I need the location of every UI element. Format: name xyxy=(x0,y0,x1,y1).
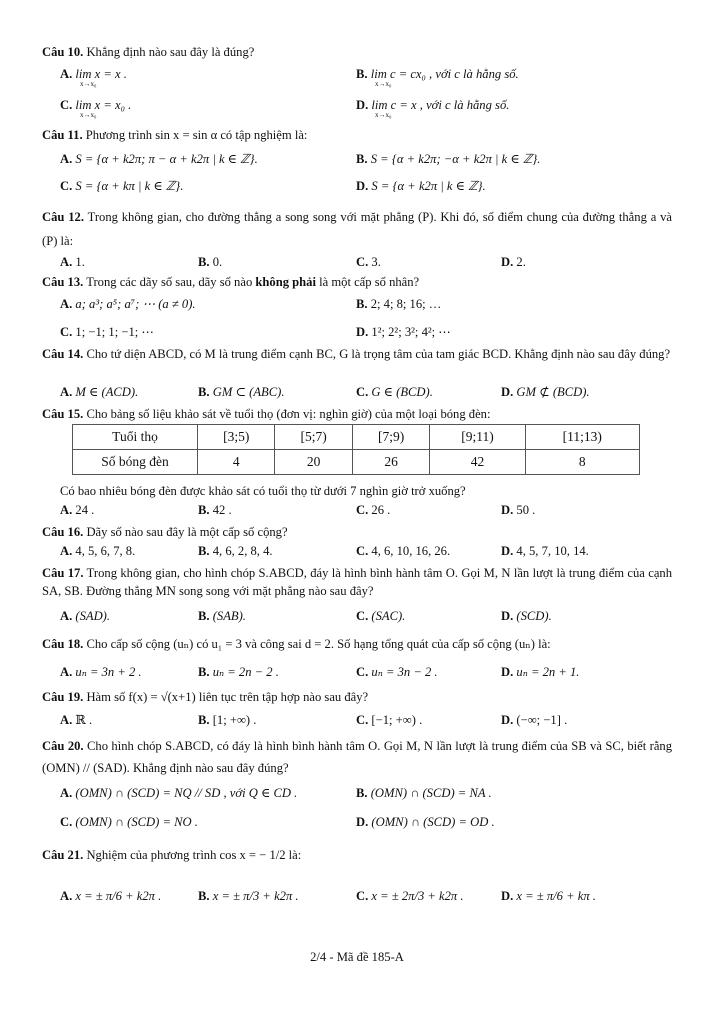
option-c: C. [−1; +∞) . xyxy=(356,713,423,727)
question-number: Câu 15. xyxy=(42,407,84,421)
question-20 xyxy=(42,735,672,779)
table-cell: 8 xyxy=(525,450,639,475)
option-a: A. (SAD). xyxy=(60,609,111,623)
question-17 xyxy=(42,564,672,600)
question-emphasis: không phải xyxy=(255,275,316,289)
option-b: B. uₙ = 2n − 2 . xyxy=(198,665,279,679)
option-c: C. 3. xyxy=(356,255,381,269)
option-c: C. (OMN) ∩ (SCD) = NO . xyxy=(60,815,198,829)
option-b: B. 4, 6, 2, 8, 4. xyxy=(198,544,273,558)
option-c: C. S = {α + kπ | k ∈ ℤ}. xyxy=(60,179,184,193)
question-text: Cho hình chóp S.ABCD, có đáy là hình bình hành tâm O. Gọi M, N lần lượt là trung điểm của SB và SC, biết rằng (OMN) // (SAD). Khẳng định nào sau đây đúng? xyxy=(42,739,673,775)
table-cell: 4 xyxy=(198,450,275,475)
option-d: D. x = ± π/6 + kπ . xyxy=(501,889,596,903)
option-b: B. x = ± π/3 + k2π . xyxy=(198,889,299,903)
option-a: A. lim x = x . xyxy=(60,67,127,81)
option-c: C. G ∈ (BCD). xyxy=(356,385,433,399)
option-d: D. 2. xyxy=(501,255,526,269)
question-text: Cho bảng số liệu khảo sát về tuổi thọ (đơn vị: nghìn giờ) của một loại bóng đèn: xyxy=(86,407,491,421)
question-text: Trong các dãy số sau, dãy số nào xyxy=(86,275,256,289)
option-b: B. 2; 4; 8; 16; … xyxy=(356,297,442,311)
page-footer: 2/4 - Mã đề 185-A xyxy=(310,950,404,964)
table-cell: [9;11) xyxy=(430,425,525,450)
question-text: Trong không gian, cho đường thẳng a song song với mặt phẳng (P). Khi đó, số điểm chung của đường thẳng a và (P) là: xyxy=(42,210,672,248)
table-header-cell: Tuổi thọ xyxy=(73,425,198,450)
question-number: Câu 12. xyxy=(42,210,84,224)
table-cell: [11;13) xyxy=(525,425,639,450)
option-a: A. ℝ . xyxy=(60,713,93,727)
table-cell: 26 xyxy=(352,450,429,475)
option-d: D. GM ⊄ (BCD). xyxy=(501,385,590,399)
question-11 xyxy=(42,127,672,143)
option-c: C. 1; −1; 1; −1; ⋯ xyxy=(60,325,154,339)
table-cell: [5;7) xyxy=(275,425,352,450)
question-19 xyxy=(42,689,672,705)
question-18 xyxy=(42,636,672,652)
question-number: Câu 10. xyxy=(42,45,84,59)
option-c: C. (SAC). xyxy=(356,609,406,623)
question-text: Cho cấp số cộng (uₙ) có u₁ = 3 và công sai d = 2. Số hạng tổng quát của cấp số cộng (uₙ) là: xyxy=(86,637,551,651)
option-b: B. lim c = cx₀ , với c là hằng số. xyxy=(356,67,519,81)
option-d: D. (OMN) ∩ (SCD) = OD . xyxy=(356,815,495,829)
table-header-cell: Số bóng đèn xyxy=(73,450,198,475)
option-b: B. [1; +∞) . xyxy=(198,713,257,727)
option-a: A. x = ± π/6 + k2π . xyxy=(60,889,162,903)
option-d: D. S = {α + k2π | k ∈ ℤ}. xyxy=(356,179,486,193)
option-c: C. 4, 6, 10, 16, 26. xyxy=(356,544,451,558)
question-15 xyxy=(42,406,672,422)
option-a: A. 4, 5, 6, 7, 8. xyxy=(60,544,136,558)
question-16 xyxy=(42,524,672,540)
option-d: D. (−∞; −1] . xyxy=(501,713,568,727)
option-a: A. uₙ = 3n + 2 . xyxy=(60,665,142,679)
question-number: Câu 19. xyxy=(42,690,84,704)
limit-subscript: x→x₀ xyxy=(80,80,97,88)
option-d: D. uₙ = 2n + 1. xyxy=(501,665,580,679)
question-number: Câu 16. xyxy=(42,525,84,539)
limit-subscript: x→x₀ xyxy=(375,111,392,119)
option-c: C. x = ± 2π/3 + k2π . xyxy=(356,889,464,903)
question-text: Cho tứ diện ABCD, có M là trung điểm cạnh BC, G là trọng tâm của tam giác BCD. Khẳng định nào sau đây đúng? xyxy=(86,347,671,361)
question-number: Câu 21. xyxy=(42,848,84,862)
question-10 xyxy=(42,44,672,60)
table-cell: [3;5) xyxy=(198,425,275,450)
question-text: Trong không gian, cho hình chóp S.ABCD, đáy là hình bình hành tâm O. Gọi M, N lần lượt là trung điểm của cạnh SA, SB. Đường thẳng MN song song với mặt phẳng nào sau đây? xyxy=(42,566,672,598)
question-text: Phương trình sin x = sin α có tập nghiệm là: xyxy=(85,128,308,142)
option-a: A. (OMN) ∩ (SCD) = NQ // SD , với Q ∈ CD . xyxy=(60,786,298,800)
option-a: A. a; a³; a⁵; a⁷; ⋯ (a ≠ 0). xyxy=(60,297,196,311)
question-number: Câu 11. xyxy=(42,128,83,142)
table-row xyxy=(73,425,640,450)
question-number: Câu 13. xyxy=(42,275,84,289)
option-b: B. 42 . xyxy=(198,503,232,517)
question-number: Câu 14. xyxy=(42,347,84,361)
option-b: B. S = {α + k2π; −α + k2π | k ∈ ℤ}. xyxy=(356,152,541,166)
question-number: Câu 17. xyxy=(42,566,84,580)
question-text: Dãy số nào sau đây là một cấp số cộng? xyxy=(86,525,288,539)
option-c: C. lim x = x₀ . xyxy=(60,98,132,112)
option-b: B. GM ⊂ (ABC). xyxy=(198,385,285,399)
table-row xyxy=(73,450,640,475)
question-text: Hàm số f(x) = √(x+1) liên tục trên tập hợp nào sau đây? xyxy=(86,690,369,704)
question-15-prompt: Có bao nhiêu bóng đèn được khảo sát có tuổi thọ từ dưới 7 nghìn giờ trở xuống? xyxy=(60,484,466,498)
question-13: Câu 13. Trong các dãy số sau, dãy số nào không phải là một cấp số nhân? xyxy=(42,275,420,289)
question-21 xyxy=(42,847,672,863)
option-d: D. 1²; 2²; 3²; 4²; ⋯ xyxy=(356,325,451,339)
limit-subscript: x→x₀ xyxy=(375,80,392,88)
option-a: A. S = {α + k2π; π − α + k2π | k ∈ ℤ}. xyxy=(60,152,258,166)
question-text: Khẳng định nào sau đây là đúng? xyxy=(86,45,255,59)
table-cell: 42 xyxy=(430,450,525,475)
option-d: D. 50 . xyxy=(501,503,536,517)
question-text: Nghiệm của phương trình cos x = − 1/2 là: xyxy=(86,848,302,862)
option-c: C. uₙ = 3n − 2 . xyxy=(356,665,438,679)
option-c: C. 26 . xyxy=(356,503,391,517)
limit-subscript: x→x₀ xyxy=(80,111,97,119)
option-d: D. lim c = x , với c là hằng số. xyxy=(356,98,510,112)
question-number: Câu 18. xyxy=(42,637,84,651)
option-b: B. 0. xyxy=(198,255,223,269)
option-a: A. M ∈ (ACD). xyxy=(60,385,139,399)
option-d: D. 4, 5, 7, 10, 14. xyxy=(501,544,589,558)
option-a: A. 24 . xyxy=(60,503,95,517)
question-number: Câu 20. xyxy=(42,739,84,753)
question-12 xyxy=(42,205,672,253)
option-d: D. (SCD). xyxy=(501,609,552,623)
lifespan-table xyxy=(72,424,640,475)
question-14 xyxy=(42,347,672,362)
option-b: B. (OMN) ∩ (SCD) = NA . xyxy=(356,786,492,800)
table-cell: [7;9) xyxy=(352,425,429,450)
option-a: A. 1. xyxy=(60,255,85,269)
option-b: B. (SAB). xyxy=(198,609,246,623)
table-cell: 20 xyxy=(275,450,352,475)
